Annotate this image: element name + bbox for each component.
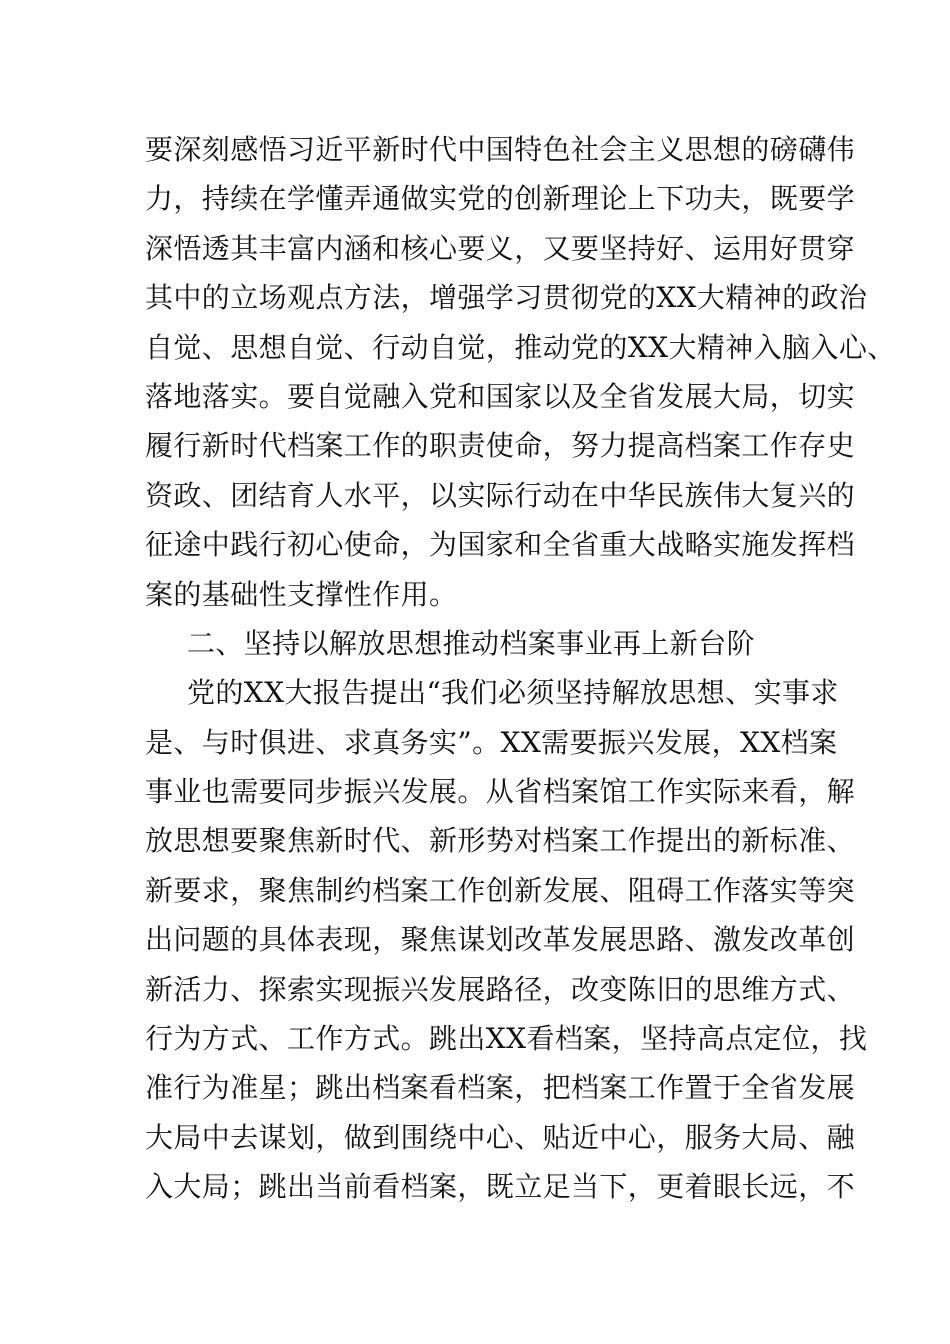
- text-line-15: 放思想要聚焦新时代、新形势对档案工作提出的新标准、: [145, 824, 856, 858]
- text-line-8: 资政、团结育人水平，以实际行动在中华民族伟大复兴的: [145, 478, 856, 512]
- text-line-9: 征途中践行初心使命，为国家和全省重大战略实施发挥档: [145, 528, 856, 562]
- text-line-6: 落地落实。要自觉融入党和国家以及全省发展大局，切实: [145, 379, 856, 413]
- text-line-14: 事业也需要同步振兴发展。从省档案馆工作实际来看，解: [145, 775, 856, 809]
- text-line-3: 深悟透其丰富内涵和核心要义，又要坚持好、运用好贯穿: [145, 231, 856, 265]
- section-heading: 二、坚持以解放思想推动档案事业再上新台阶: [187, 626, 756, 660]
- text-line-4: 其中的立场观点方法，增强学习贯彻党的XX大精神的政治: [145, 281, 868, 315]
- text-line-19: 行为方式、工作方式。跳出XX看档案，坚持高点定位，找: [145, 1022, 868, 1056]
- text-line-21: 大局中去谋划，做到围绕中心、贴近中心，服务大局、融: [145, 1120, 856, 1154]
- text-line-17: 出问题的具体表现，聚焦谋划改革发展思路、激发改革创: [145, 923, 856, 957]
- text-line-13: 是、与时俱进、求真务实”。XX需要振兴发展，XX档案: [145, 725, 838, 759]
- document-body: [145, 125, 896, 1212]
- text-line-16: 新要求，聚焦制约档案工作创新发展、阻碍工作落实等突: [145, 873, 856, 907]
- text-line-5: 自觉、思想自觉、行动自觉，推动党的XX大精神入脑入心、: [145, 330, 896, 364]
- text-line-2: 力，持续在学懂弄通做实党的创新理论上下功夫，既要学: [145, 182, 856, 216]
- text-line-20: 准行为准星；跳出档案看档案，把档案工作置于全省发展: [145, 1071, 856, 1105]
- text-line-12: 党的XX大报告提出“我们必须坚持解放思想、实事求: [187, 676, 839, 710]
- text-line-1: 要深刻感悟习近平新时代中国特色社会主义思想的磅礴伟: [145, 133, 856, 166]
- text-line-10: 案的基础性支撑性作用。: [145, 577, 458, 611]
- text-line-7: 履行新时代档案工作的职责使命，努力提高档案工作存史: [145, 429, 856, 463]
- text-line-18: 新活力、探索实现振兴发展路径，改变陈旧的思维方式、: [145, 972, 856, 1006]
- text-line-22: 入大局；跳出当前看档案，既立足当下，更着眼长远，不: [145, 1170, 856, 1204]
